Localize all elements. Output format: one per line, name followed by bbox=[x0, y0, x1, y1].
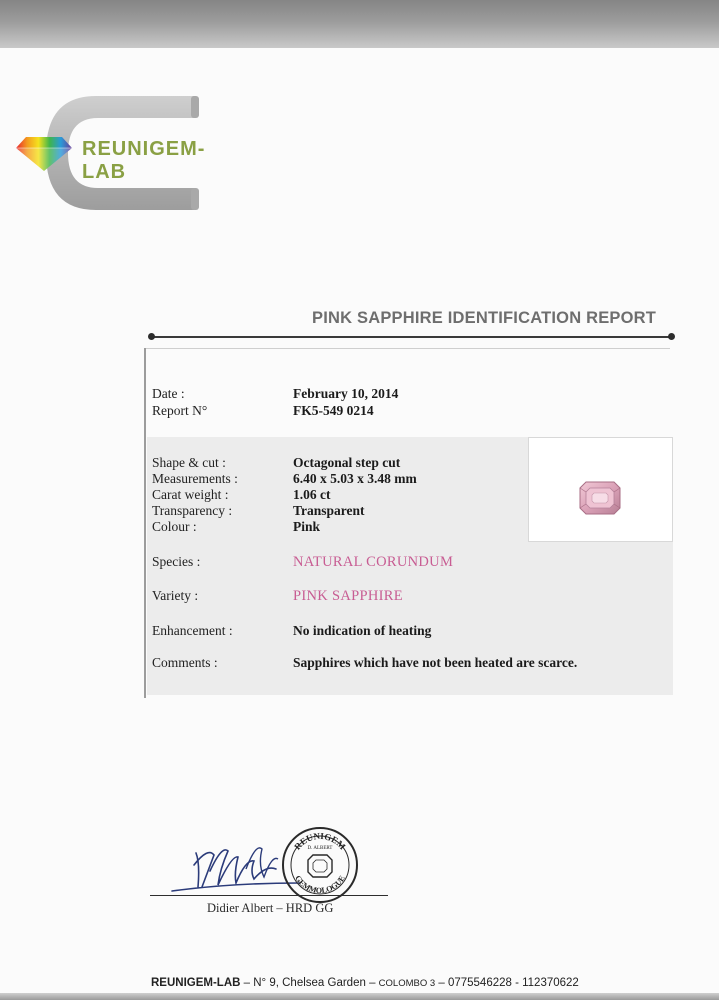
variety-label: Variety : bbox=[152, 588, 199, 603]
report-number-value: FK5-549 0214 bbox=[293, 403, 374, 418]
date-label: Date : bbox=[152, 386, 185, 401]
pink-octagonal-gem-icon bbox=[579, 481, 621, 515]
enhancement-label: Enhancement : bbox=[152, 623, 233, 638]
detail-value: 1.06 ct bbox=[293, 487, 331, 502]
underline-right-dot bbox=[668, 333, 675, 340]
footer-street: – N° 9, Chelsea Garden – bbox=[240, 977, 379, 989]
footer-city: COLOMBO 3 bbox=[378, 978, 436, 989]
detail-label: Colour : bbox=[152, 519, 197, 534]
detail-label: Measurements : bbox=[152, 471, 238, 486]
comments-value: Sapphires which have not been heated are scarce. bbox=[293, 655, 578, 670]
enhancement-value: No indication of heating bbox=[293, 623, 432, 638]
date-value: February 10, 2014 bbox=[293, 386, 399, 401]
lab-name: REUNIGEM-LAB bbox=[82, 138, 206, 183]
footer-address bbox=[151, 977, 579, 989]
title-underline bbox=[152, 336, 672, 338]
seal-name-text: D. ALBERT bbox=[307, 846, 333, 851]
top-scan-band bbox=[0, 0, 719, 48]
detail-value: Octagonal step cut bbox=[293, 455, 401, 470]
signature-line bbox=[150, 895, 388, 896]
report-number-label: Report N° bbox=[152, 403, 208, 418]
lab-logo bbox=[10, 92, 220, 214]
rainbow-diamond-icon bbox=[14, 134, 74, 174]
underline-left-dot bbox=[148, 333, 155, 340]
report-box-top-border bbox=[144, 348, 670, 349]
detail-label: Shape & cut : bbox=[152, 455, 226, 470]
seal-bottom-text: GEMMOLOGUE bbox=[293, 873, 347, 896]
footer-phones: – 0775546228 - 112370622 bbox=[435, 977, 579, 989]
detail-label: Transparency : bbox=[152, 503, 233, 518]
report-box-left-border bbox=[144, 348, 146, 698]
report-title: PINK SAPPHIRE IDENTIFICATION REPORT bbox=[312, 309, 657, 327]
species-value: NATURAL CORUNDUM bbox=[293, 554, 454, 570]
bottom-scan-band bbox=[0, 993, 719, 1000]
signer-name: Didier Albert – HRD GG bbox=[207, 901, 334, 915]
detail-value: Transparent bbox=[293, 503, 365, 518]
detail-value: Pink bbox=[293, 519, 321, 534]
detail-value: 6.40 x 5.03 x 3.48 mm bbox=[293, 471, 417, 486]
gem-photo bbox=[528, 437, 673, 542]
variety-value: PINK SAPPHIRE bbox=[293, 588, 403, 604]
footer-lab-name: REUNIGEM-LAB bbox=[151, 977, 241, 989]
seal-top-text: REUNIGEM bbox=[292, 830, 348, 852]
gemmologue-seal-icon bbox=[280, 825, 360, 905]
comments-label: Comments : bbox=[152, 655, 218, 670]
species-label: Species : bbox=[152, 554, 201, 569]
detail-label: Carat weight : bbox=[152, 487, 229, 502]
